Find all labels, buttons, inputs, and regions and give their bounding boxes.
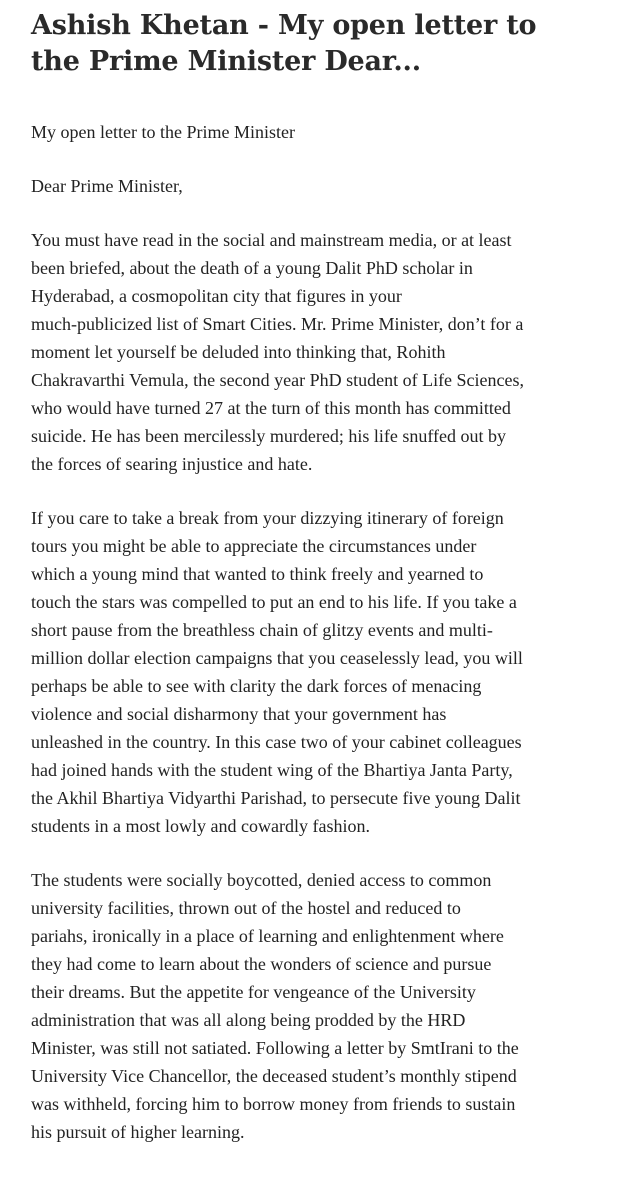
paragraph-line: suicide. He has been mercilessly murdered; his life snuffed out by <box>31 426 507 446</box>
paragraph-line: they had come to learn about the wonders of science and pursue <box>31 954 492 974</box>
letter-paragraph-1 <box>31 226 606 478</box>
article-title <box>31 8 606 80</box>
letter-subtitle: My open letter to the Prime Minister <box>31 122 295 142</box>
paragraph-line: university facilities, thrown out of the hostel and reduced to <box>31 898 461 918</box>
paragraph-line: had joined hands with the student wing of the Bhartiya Janta Party, <box>31 760 513 780</box>
paragraph-line: the forces of searing injustice and hate. <box>31 454 313 474</box>
paragraph-line: touch the stars was compelled to put an end to his life. If you take a <box>31 592 517 612</box>
paragraph-line: who would have turned 27 at the turn of this month has committed <box>31 398 511 418</box>
paragraph-line: moment let yourself be deluded into thinking that, Rohith <box>31 342 446 362</box>
paragraph-line: Minister, was still not satiated. Following a letter by SmtIrani to the <box>31 1038 519 1058</box>
paragraph-line: You must have read in the social and mainstream media, or at least <box>31 230 512 250</box>
paragraph-line: the Akhil Bhartiya Vidyarthi Parishad, to persecute five young Dalit <box>31 788 521 808</box>
paragraph-line: Hyderabad, a cosmopolitan city that figures in your <box>31 286 402 306</box>
paragraph-line: his pursuit of higher learning. <box>31 1122 245 1142</box>
article-title-line: the Prime Minister Dear... <box>31 46 421 77</box>
paragraph-line: The students were socially boycotted, denied access to common <box>31 870 492 890</box>
paragraph-line: their dreams. But the appetite for vengeance of the University <box>31 982 476 1002</box>
paragraph-line: perhaps be able to see with clarity the dark forces of menacing <box>31 676 482 696</box>
paragraph-line: unleashed in the country. In this case two of your cabinet colleagues <box>31 732 522 752</box>
paragraph-line: pariahs, ironically in a place of learning and enlightenment where <box>31 926 504 946</box>
paragraph-line: violence and social disharmony that your government has <box>31 704 447 724</box>
paragraph-line: students in a most lowly and cowardly fashion. <box>31 816 370 836</box>
paragraph-line: University Vice Chancellor, the deceased student’s monthly stipend <box>31 1066 517 1086</box>
letter-paragraph-3 <box>31 866 606 1146</box>
letter-greeting: Dear Prime Minister, <box>31 176 183 196</box>
paragraph-line: administration that was all along being prodded by the HRD <box>31 1010 466 1030</box>
paragraph-line: If you care to take a break from your dizzying itinerary of foreign <box>31 508 504 528</box>
paragraph-line: million dollar election campaigns that you ceaselessly lead, you will <box>31 648 523 668</box>
paragraph-line: tours you might be able to appreciate the circumstances under <box>31 536 477 556</box>
letter-paragraph-2 <box>31 504 606 840</box>
paragraph-line: which a young mind that wanted to think freely and yearned to <box>31 564 484 584</box>
paragraph-line: was withheld, forcing him to borrow money from friends to sustain <box>31 1094 516 1114</box>
paragraph-line: been briefed, about the death of a young Dalit PhD scholar in <box>31 258 473 278</box>
article-title-line: Ashish Khetan - My open letter to <box>31 10 537 41</box>
paragraph-line: much-publicized list of Smart Cities. Mr. Prime Minister, don’t for a <box>31 314 524 334</box>
paragraph-line: Chakravarthi Vemula, the second year PhD student of Life Sciences, <box>31 370 525 390</box>
paragraph-line: short pause from the breathless chain of glitzy events and multi- <box>31 620 493 640</box>
